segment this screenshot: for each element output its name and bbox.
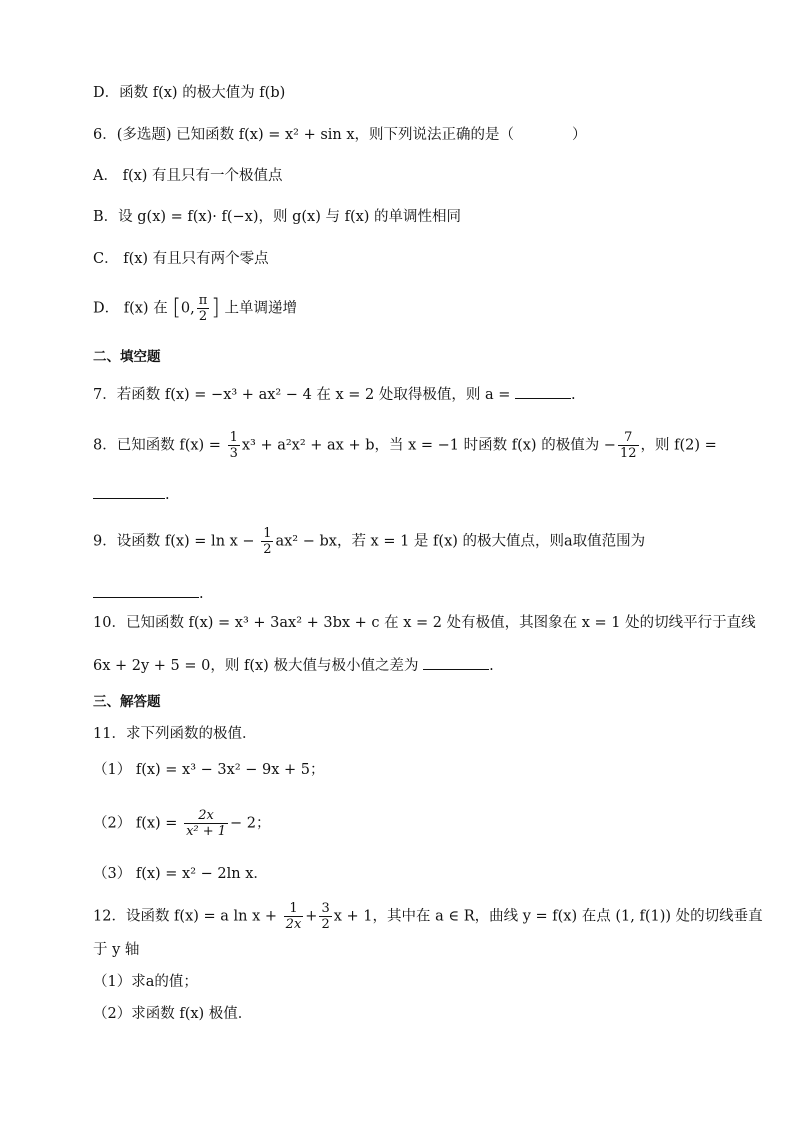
question-12: 12．设函数 f(x) = a ln x + $\frac{1}{2x}$ + $\frac{3}{2}$ x + 1，其中在 a ∈ R，曲线 y = f(x) 在点 (1, f(1)) 处的切线垂直 <box>93 901 763 932</box>
q6-option-c: C． f(x) 有且只有两个零点 <box>93 251 269 267</box>
q11-part-1: （1） f(x) = x³ − 3x² − 9x + 5； <box>93 762 325 778</box>
interval-left: 0, <box>180 300 195 317</box>
q12-frac-three-halves: $\frac{3}{2}$ <box>321 901 330 932</box>
q9-answer-blank[interactable] <box>93 585 199 598</box>
q6d-text-post: 上单调递增 <box>224 300 297 317</box>
question-12-line-2: 于 y 轴 <box>93 942 140 958</box>
q12-part-2: （2）求函数 f(x) 极值． <box>93 1006 253 1022</box>
q7-answer-blank[interactable] <box>515 386 571 399</box>
right-bracket: ] <box>211 295 220 321</box>
question-6: 6．(多选题) 已知函数 f(x) = x² + sin x，则下列说法正确的是（ ） <box>93 127 587 143</box>
question-9: 9．设函数 f(x) = ln x − $\frac{1}{2}$ ax² − bx，若 x = 1 是 f(x) 的极大值点，则a取值范围为 <box>93 526 646 557</box>
question-10-line-1: 10．已知函数 f(x) = x³ + 3ax² + 3bx + c 在 x = 2 处有极值，其图象在 x = 1 处的切线平行于直线 <box>93 615 756 631</box>
question-10-line-2: 6x + 2y + 5 = 0，则 f(x) 极大值与极小值之差为 . <box>93 658 494 674</box>
q9-answer-line: . <box>93 582 204 606</box>
pi-over-two: $\frac{\pi}{2}$ <box>198 293 208 324</box>
q8-frac-one-third: $\frac{1}{3}$ <box>229 430 238 461</box>
left-bracket: [ <box>172 295 181 321</box>
q10-answer-blank[interactable] <box>423 657 489 670</box>
question-8: 8．已知函数 f(x) = $\frac{1}{3}$ x³ + a²x² + ax + b，当 x = −1 时函数 f(x) 的极值为 − $\frac{7}{12}$ ，则 f(2) = <box>93 430 717 461</box>
q11-2-fraction: $\frac{2x}{\text{x² + 1}}$ <box>186 808 227 839</box>
q6-option-b: B．设 g(x) = f(x)· f(−x)，则 g(x) 与 f(x) 的单调性相同 <box>93 209 462 225</box>
q8-answer-blank[interactable] <box>93 486 165 499</box>
q5-option-d: D．函数 f(x) 的极大值为 f(b) <box>93 85 286 101</box>
q8-frac-seven-twelfths: $\frac{7}{12}$ <box>619 430 637 461</box>
section-answer-questions: 三、解答题 <box>93 694 161 710</box>
question-7: 7．若函数 f(x) = −x³ + ax² − 4 在 x = 2 处取得极值，则 a = . <box>93 387 576 403</box>
q8-answer-line: . <box>93 483 170 507</box>
question-11: 11．求下列函数的极值． <box>93 726 257 742</box>
q9-frac-one-half: $\frac{1}{2}$ <box>263 526 272 557</box>
section-fill-in-blank: 二、填空题 <box>93 349 161 365</box>
q12-frac-one-over-2x: $\frac{1}{2x}$ <box>285 901 302 932</box>
q6-option-a: A． f(x) 有且只有一个极值点 <box>93 168 283 184</box>
q11-part-2: （2） f(x) = $\frac{2x}{\text{x² + 1}}$ − 2； <box>93 808 271 839</box>
q6d-text-pre: D． f(x) 在 <box>93 300 168 317</box>
q11-part-3: （3） f(x) = x² − 2ln x． <box>93 866 268 882</box>
q12-part-1: （1）求a的值； <box>93 974 198 990</box>
q6-option-d <box>93 294 297 323</box>
